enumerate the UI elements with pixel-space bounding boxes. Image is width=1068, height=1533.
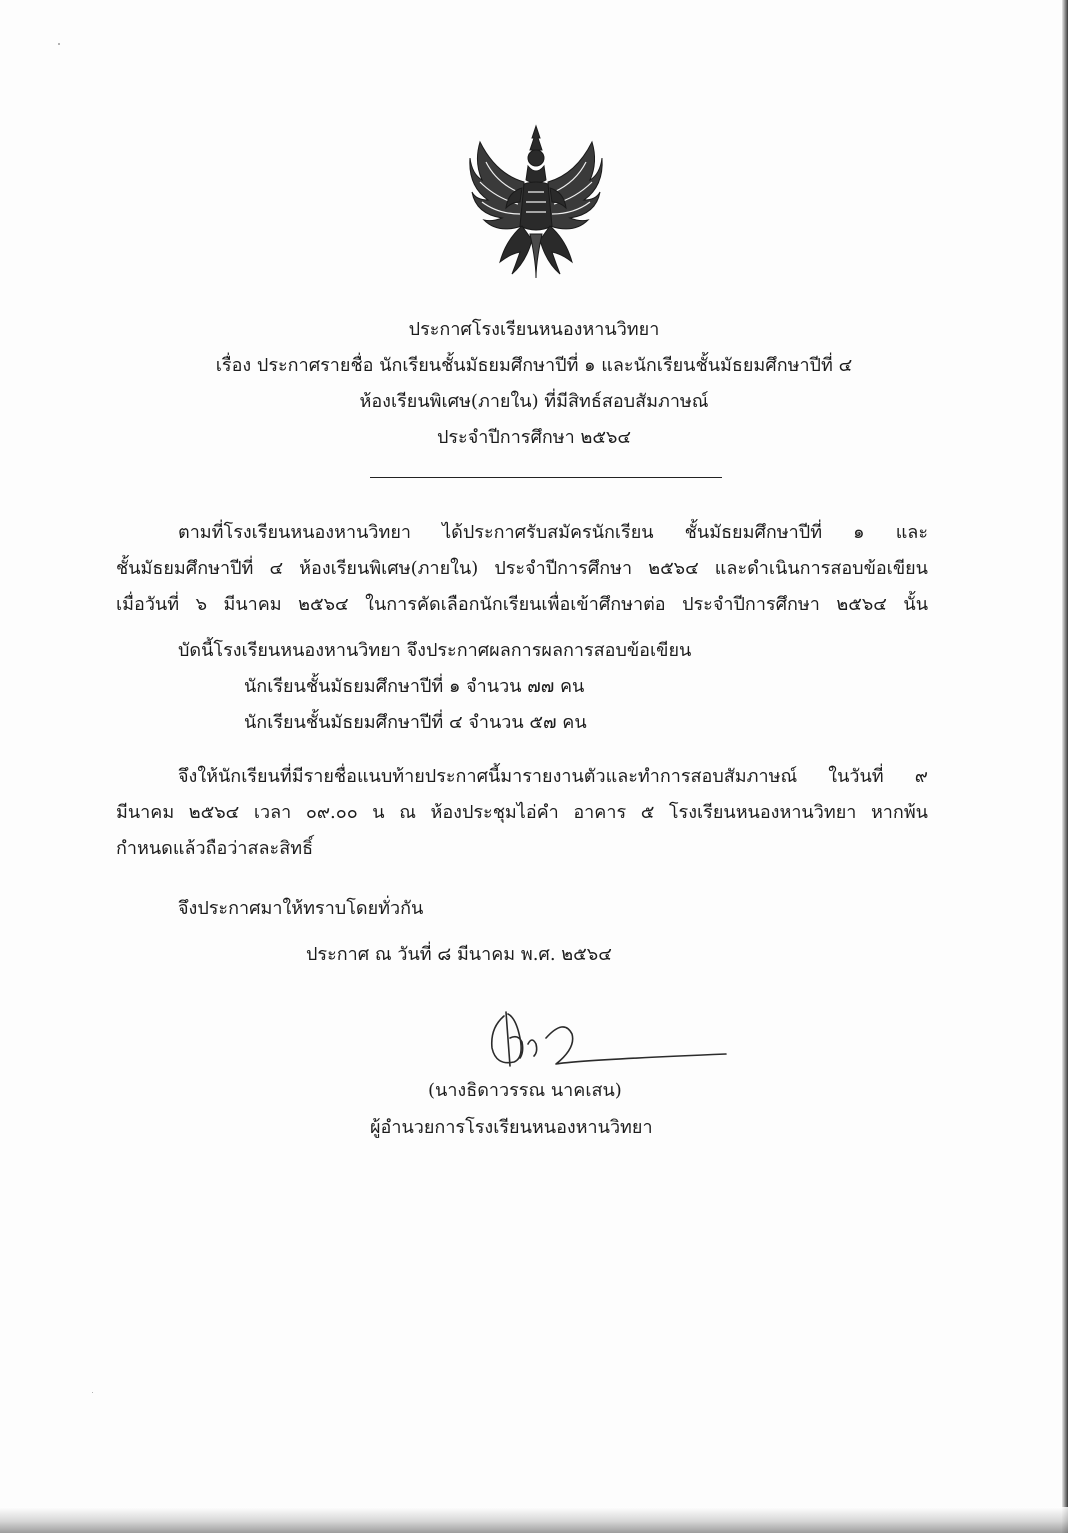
issuer-title: ประกาศโรงเรียนหนองหานวิทยา [408,319,660,340]
subject-line-2: ห้องเรียนพิเศษ(ภายใน) ที่มีสิทธ์สอบสัมภาษณ์ [359,391,709,412]
announcement-date: ประกาศ ณ วันที่ ๘ มีนาคม พ.ศ. ๒๕๖๔ [306,944,612,965]
garuda-emblem-icon [466,122,606,282]
signatory-name: (นางธิดาวรรณ นาคเสน) [428,1080,622,1101]
subject-line-3: ประจำปีการศึกษา ๒๕๖๔ [436,427,632,448]
paragraph-2-intro: บัดนี้โรงเรียนหนองหานวิทยา จึงประกาศผลการผลการสอบข้อเขียน [178,640,692,661]
paragraph-1-line-2: ชั้นมัธยมศึกษาปีที่ ๔ ห้องเรียนพิเศษ(ภายใน) ประจำปีการศึกษา ๒๕๖๔ และดำเนินการสอบข้อเขียน [116,558,928,579]
scan-speck [92,1392,93,1393]
paragraph-1-line-1: ตามที่โรงเรียนหนองหานวิทยา ได้ประกาศรับสมัครนักเรียน ชั้นมัธยมศึกษาปีที่ ๑ และ [178,522,928,543]
result-grade-1-count: นักเรียนชั้นมัธยมศึกษาปีที่ ๑ จำนวน ๗๗ คน [244,676,585,697]
paragraph-1-line-3: เมื่อวันที่ ๖ มีนาคม ๒๕๖๔ ในการคัดเลือกนักเรียนเพื่อเข้าศึกษาต่อ ประจำปีการศึกษา ๒๕๖๔ นั้น [116,594,928,615]
signatory-position: ผู้อำนวยการโรงเรียนหนองหานวิทยา [370,1117,653,1138]
scan-speck [58,43,60,45]
result-grade-4-count: นักเรียนชั้นมัธยมศึกษาปีที่ ๔ จำนวน ๕๗ คน [244,712,587,733]
scan-edge-bottom [0,1507,1068,1533]
paragraph-3-line-3: กำหนดแล้วถือว่าสละสิทธิ์ [116,838,314,859]
paragraph-3-line-1: จึงให้นักเรียนที่มีรายชื่อแนบท้ายประกาศนี้มารายงานตัวและทำการสอบสัมภาษณ์ ในวันที่ ๙ [178,766,928,787]
header-divider [370,477,722,478]
subject-line-1: เรื่อง ประกาศรายชื่อ นักเรียนชั้นมัธยมศึกษาปีที่ ๑ และนักเรียนชั้นมัธยมศึกษาปีที่ ๔ [215,355,853,376]
closing-statement: จึงประกาศมาให้ทราบโดยทั่วกัน [178,898,424,919]
paragraph-3-line-2: มีนาคม ๒๕๖๔ เวลา ๐๙.๐๐ น ณ ห้องประชุมไอ่คำ อาคาร ๕ โรงเรียนหนองหานวิทยา หากพ้น [116,802,928,823]
scan-edge-right [1062,0,1068,1533]
handwritten-signature [484,1008,734,1072]
